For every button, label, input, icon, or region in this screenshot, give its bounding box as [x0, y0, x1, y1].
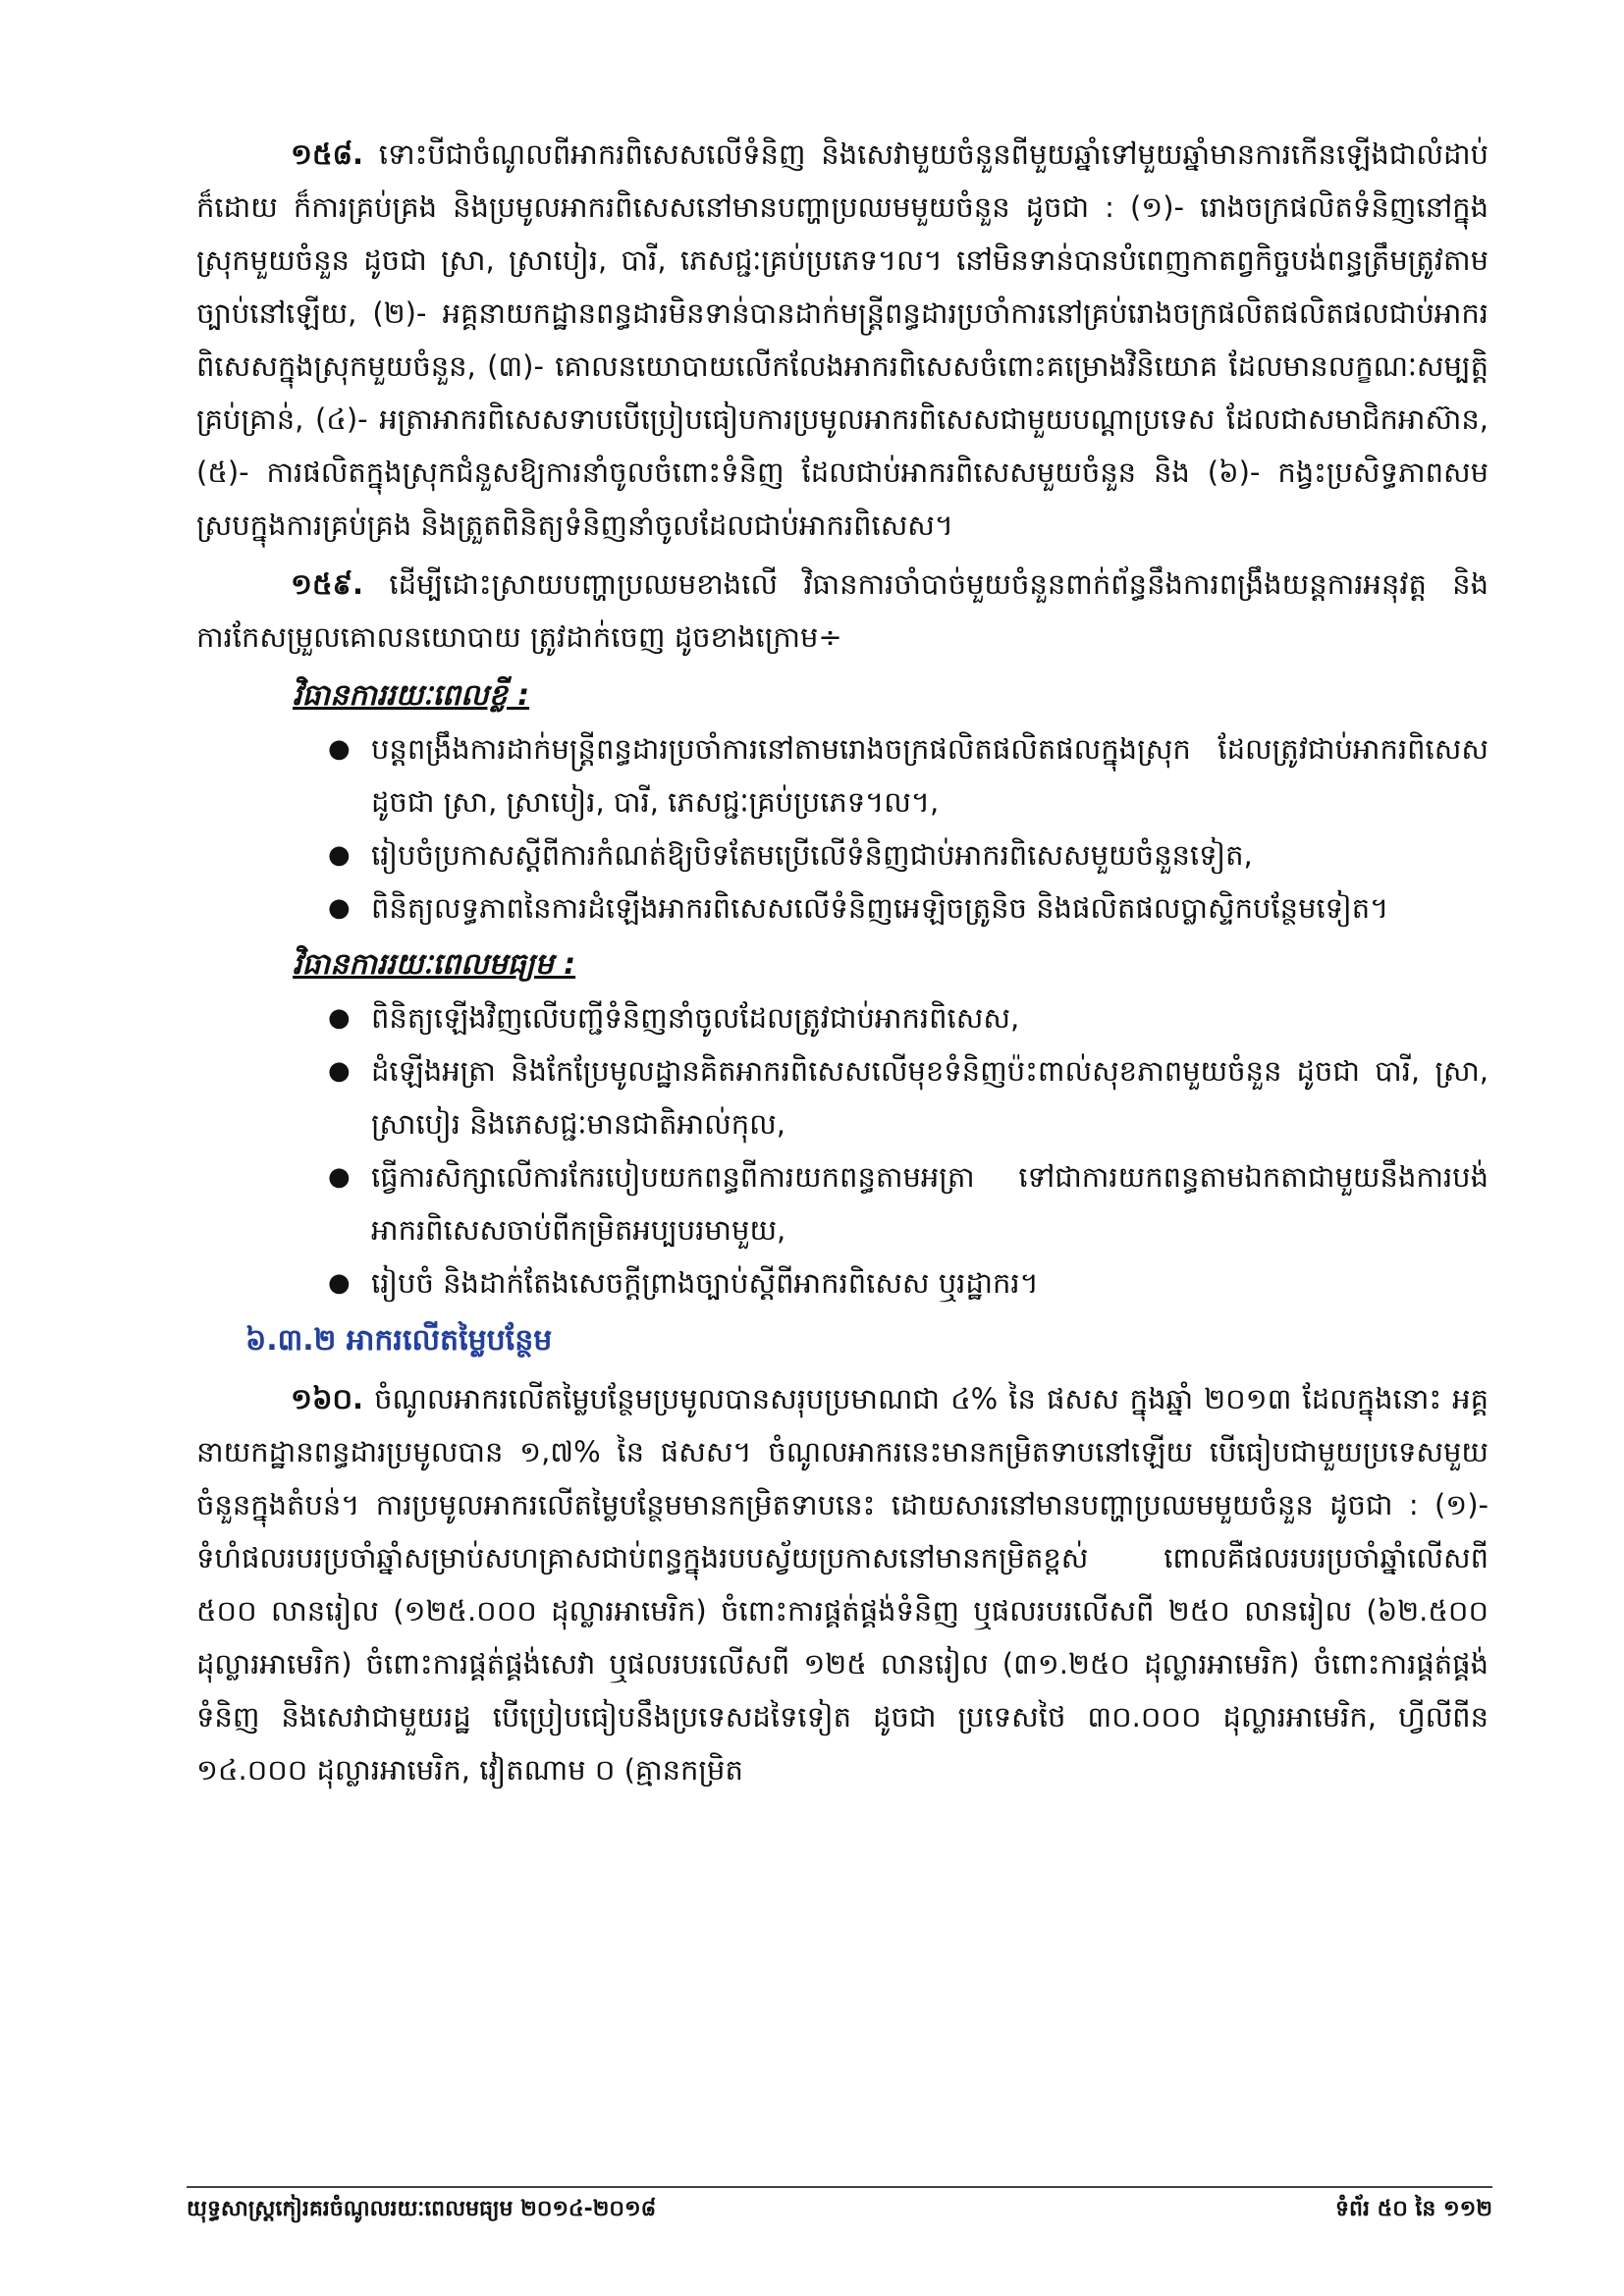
medium-term-heading: វិធានការរយៈពេលមធ្យម : [293, 947, 576, 982]
footer-page-number: ទំព័រ ៥០ នៃ ១១២ [1335, 2197, 1492, 2221]
bullet-icon: ● [328, 1056, 351, 1086]
list-item-text: រៀបចំ និងដាក់តែងសេចក្ដីព្រាងច្បាប់ស្ដីពីអាករពិសេស ឬរដ្ឋាករ។ [371, 1266, 1039, 1300]
paragraph-text: ដើម្បីដោះស្រាយបញ្ហាប្រឈមខាងលើ វិធានការចាំបាច់មួយចំនួនពាក់ព័ន្ធនឹងការពង្រឹងយន្តការអនុវត្ត និងការកែសម្រួលគោលនយោបាយ ត្រូវដាក់ចេញ ដូចខាងក្រោម÷ [196, 567, 1489, 654]
paragraph-text: ចំណូលអាករលើតម្លៃបន្ថែមប្រមូលបានសរុបប្រមាណជា ៤% នៃ ផសស ក្នុងឆ្នាំ ២០១៣ ដែលក្នុងនោះ អគ្គនាយកដ្ឋានពន្ធដារប្រមូលបាន ១,៧% នៃ ផសស។ ចំណូលអាករនេះមានកម្រិតទាបនៅឡើយ បើធៀបជាមួយប្រទេសមួយចំនួនក្នុងតំបន់។ ការប្រមូលអាករលើតម្លៃបន្ថែមមានកម្រិតទាបនេះ ដោយសារនៅមានបញ្ហាប្រឈមមួយចំនួន ដូចជា : (១)- ទំហំផលរបរប្រចាំឆ្នាំសម្រាប់សហគ្រាសជាប់ពន្ធក្នុងរបបស្វ័យប្រកាសនៅមានកម្រិតខ្ពស់ ពោលគឺផលរបរប្រចាំឆ្នាំលើសពី ៥០០ លានរៀល (១២៥.០០០ ដុល្លារអាមេរិក) ចំពោះការផ្គត់ផ្គង់ទំនិញ ឬផលរបរលើសពី ២៥០ លានរៀល (៦២.៥០០ ដុល្លារអាមេរិក) ចំពោះការផ្គត់ផ្គង់សេវា ឬផលរបរលើសពី ១២៥ លានរៀល (៣១.២៥០ ដុល្លារអាមេរិក) ចំពោះការផ្គត់ផ្គង់ទំនិញ និងសេវាជាមួយរដ្ឋ បើប្រៀបធៀបនឹងប្រទេសដទៃទៀត ដូចជា ប្រទេសថៃ ៣០.០០០ ដុល្លារអាមេរិក, ហ្វីលីពីន ១៤.០០០ ដុល្លារអាមេរិក, វៀតណាម ០ (គ្មានកម្រិត [196, 1382, 1489, 1787]
list-item-text: ធ្វើការសិក្សាលើការកែរបៀបយកពន្ធពីការយកពន្ធតាមអត្រា ទៅជាការយកពន្ធតាមឯកតាជាមួយនឹងការបង់អាករពិសេសចាប់ពីកម្រិតអប្បបរមាមួយ, [371, 1160, 1489, 1247]
list-item [328, 1150, 1489, 1256]
bullet-icon: ● [328, 840, 351, 870]
list-item [328, 828, 1489, 881]
section-title: ៦.៣.២ អាករលើតម្លៃបន្ថែម [245, 1323, 553, 1358]
list-item-text: បន្តពង្រឹងការដាក់មន្ត្រីពន្ធដារប្រចាំការនៅតាមរោងចក្រផលិតផលិតផលក្នុងស្រុក ដែលត្រូវជាប់អាករពិសេស ដូចជា ស្រា, ស្រាបៀរ, បារី, ភេសជ្ជៈគ្រប់ប្រភេទ។ល។, [371, 732, 1489, 819]
list-item [328, 991, 1489, 1044]
bullet-icon: ● [328, 1268, 351, 1298]
bullet-icon: ● [328, 1162, 351, 1192]
list-item-text: ពិនិត្យឡើងវិញលើបញ្ជីទំនិញនាំចូលដែលត្រូវជាប់អាករពិសេស, [371, 1001, 1020, 1035]
short-term-heading: វិធានការរយៈពេលខ្លី : [293, 678, 530, 713]
paragraph-number: ១៦០. [291, 1382, 364, 1415]
paragraph-number: ១៥៩. [291, 567, 364, 601]
short-term-list [196, 722, 1489, 934]
page-footer [187, 2192, 1492, 2227]
paragraph-text: ទោះបីជាចំណូលពីអាករពិសេសលើទំនិញ និងសេវាមួយចំនួនពីមួយឆ្នាំទៅមួយឆ្នាំមានការកើនឡើងជាលំដាប់ក៏ដោយ ក៏ការគ្រប់គ្រង និងប្រមូលអាករពិសេសនៅមានបញ្ហាប្រឈមមួយចំនួន ដូចជា : (១)- រោងចក្រផលិតទំនិញនៅក្នុងស្រុកមួយចំនួន ដូចជា ស្រា, ស្រាបៀរ, បារី, ភេសជ្ជៈគ្រប់ប្រភេទ។ល។ នៅមិនទាន់បានបំពេញកាតព្វកិច្ចបង់ពន្ធត្រឹមត្រូវតាមច្បាប់នៅឡើយ, (២)- អគ្គនាយកដ្ឋានពន្ធដារមិនទាន់បានដាក់មន្ត្រីពន្ធដារប្រចាំការនៅគ្រប់រោងចក្រផលិតផលិតផលជាប់អាករពិសេសក្នុងស្រុកមួយចំនួន, (៣)- គោលនយោបាយលើកលែងអាករពិសេសចំពោះគម្រោងវិនិយោគ ដែលមានលក្ខណៈសម្បត្តិគ្រប់គ្រាន់, (៤)- អត្រាអាករពិសេសទាបបើប្រៀបធៀបការប្រមូលអាករពិសេសជាមួយបណ្ដាប្រទេស ដែលជាសមាជិកអាស៊ាន, (៥)- ការផលិតក្នុងស្រុកជំនួសឱ្យការនាំចូលចំពោះទំនិញ ដែលជាប់អាករពិសេសមួយចំនួន និង (៦)- កង្វះប្រសិទ្ធភាពសមស្របក្នុងការគ្រប់គ្រង និងត្រួតពិនិត្យទំនិញនាំចូលដែលជាប់អាករពិសេស។ [196, 137, 1489, 542]
list-item-text: ពិនិត្យលទ្ធភាពនៃការដំឡើងអាករពិសេសលើទំនិញអេឡិចត្រូនិច និងផលិតផលប្លាស្ទិកបន្ថែមទៀត។ [371, 891, 1389, 925]
list-item-text: រៀបចំប្រកាសស្ដីពីការកំណត់ឱ្យបិទតែមប្រើលើទំនិញជាប់អាករពិសេសមួយចំនួនទៀត, [371, 838, 1253, 872]
list-item [328, 881, 1489, 934]
medium-term-list [196, 991, 1489, 1309]
list-item-text: ដំឡើងអត្រា និងកែប្រែមូលដ្ឋានគិតអាករពិសេសលើមុខទំនិញប៉ះពាល់សុខភាពមួយចំនួន ដូចជា បារី, ស្រា, ស្រាបៀរ និងភេសជ្ជៈមានជាតិអាល់កុល, [371, 1054, 1489, 1141]
footer-divider [187, 2186, 1492, 2188]
bullet-icon: ● [328, 1003, 351, 1033]
bullet-icon: ● [328, 734, 351, 764]
bullet-icon: ● [328, 893, 351, 923]
list-item [328, 1044, 1489, 1150]
footer-document-title: យុទ្ធសាស្ត្រកៀរគរចំណូលរយៈពេលមធ្យម ២០១៤-២០១៨ [187, 2197, 657, 2221]
list-item [328, 1256, 1489, 1309]
paragraph-158 [196, 128, 1489, 552]
paragraph-160 [196, 1372, 1489, 1796]
page-body [196, 128, 1489, 1802]
paragraph-159 [196, 558, 1489, 664]
list-item [328, 722, 1489, 828]
paragraph-number: ១៥៨. [291, 137, 364, 171]
